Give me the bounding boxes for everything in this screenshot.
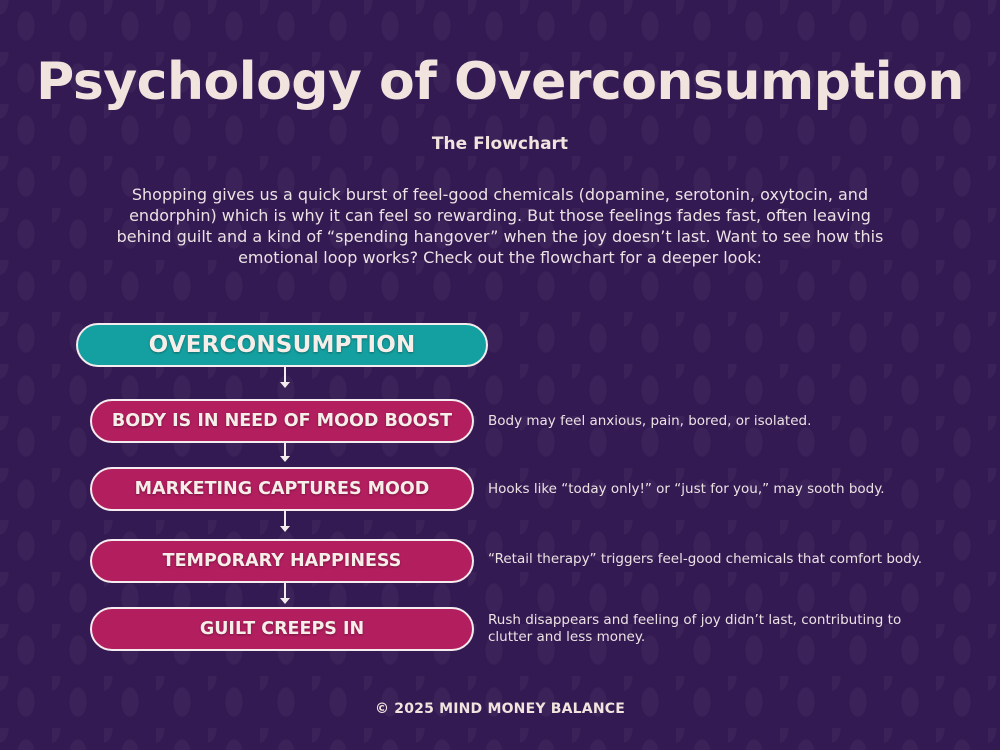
intro-paragraph: Shopping gives us a quick burst of feel-good chemicals (dopamine, serotonin, oxytocin, and endorphin) which is why it can feel so rewarding. But those feelings fades fast, often leaving behind guilt and a kind of “spending hangover” when the joy doesn’t last. Want to see how this emotional loop works? Check out the flowchart for a deeper look: bbox=[116, 185, 884, 267]
step-description-mood-boost: Body may feel anxious, pain, bored, or isolated. bbox=[488, 413, 812, 429]
flowchart-root-node: OVERCONSUMPTION bbox=[76, 323, 488, 367]
step-description-temporary-happiness: “Retail therapy” triggers feel-good chemicals that comfort body. bbox=[488, 551, 923, 567]
step-description-guilt: Rush disappears and feeling of joy didn’t last, contributing to clutter and less money. bbox=[488, 612, 902, 645]
copyright-footer: © 2025 MIND MONEY BALANCE bbox=[374, 701, 625, 717]
flow-arrow bbox=[284, 511, 286, 527]
flow-arrow bbox=[284, 583, 286, 599]
step-description-marketing: Hooks like “today only!” or “just for you,” may sooth body. bbox=[488, 481, 885, 497]
flowchart-step-marketing: MARKETING CAPTURES MOOD bbox=[90, 467, 474, 511]
page-subtitle: The Flowchart bbox=[431, 134, 569, 154]
page-title: Psychology of Overconsumption bbox=[36, 52, 964, 112]
flow-arrow bbox=[284, 443, 286, 457]
flowchart-step-guilt: GUILT CREEPS IN bbox=[90, 607, 474, 651]
flow-arrow bbox=[284, 367, 286, 383]
flowchart-step-temporary-happiness: TEMPORARY HAPPINESS bbox=[90, 539, 474, 583]
flowchart-step-mood-boost: BODY IS IN NEED OF MOOD BOOST bbox=[90, 399, 474, 443]
